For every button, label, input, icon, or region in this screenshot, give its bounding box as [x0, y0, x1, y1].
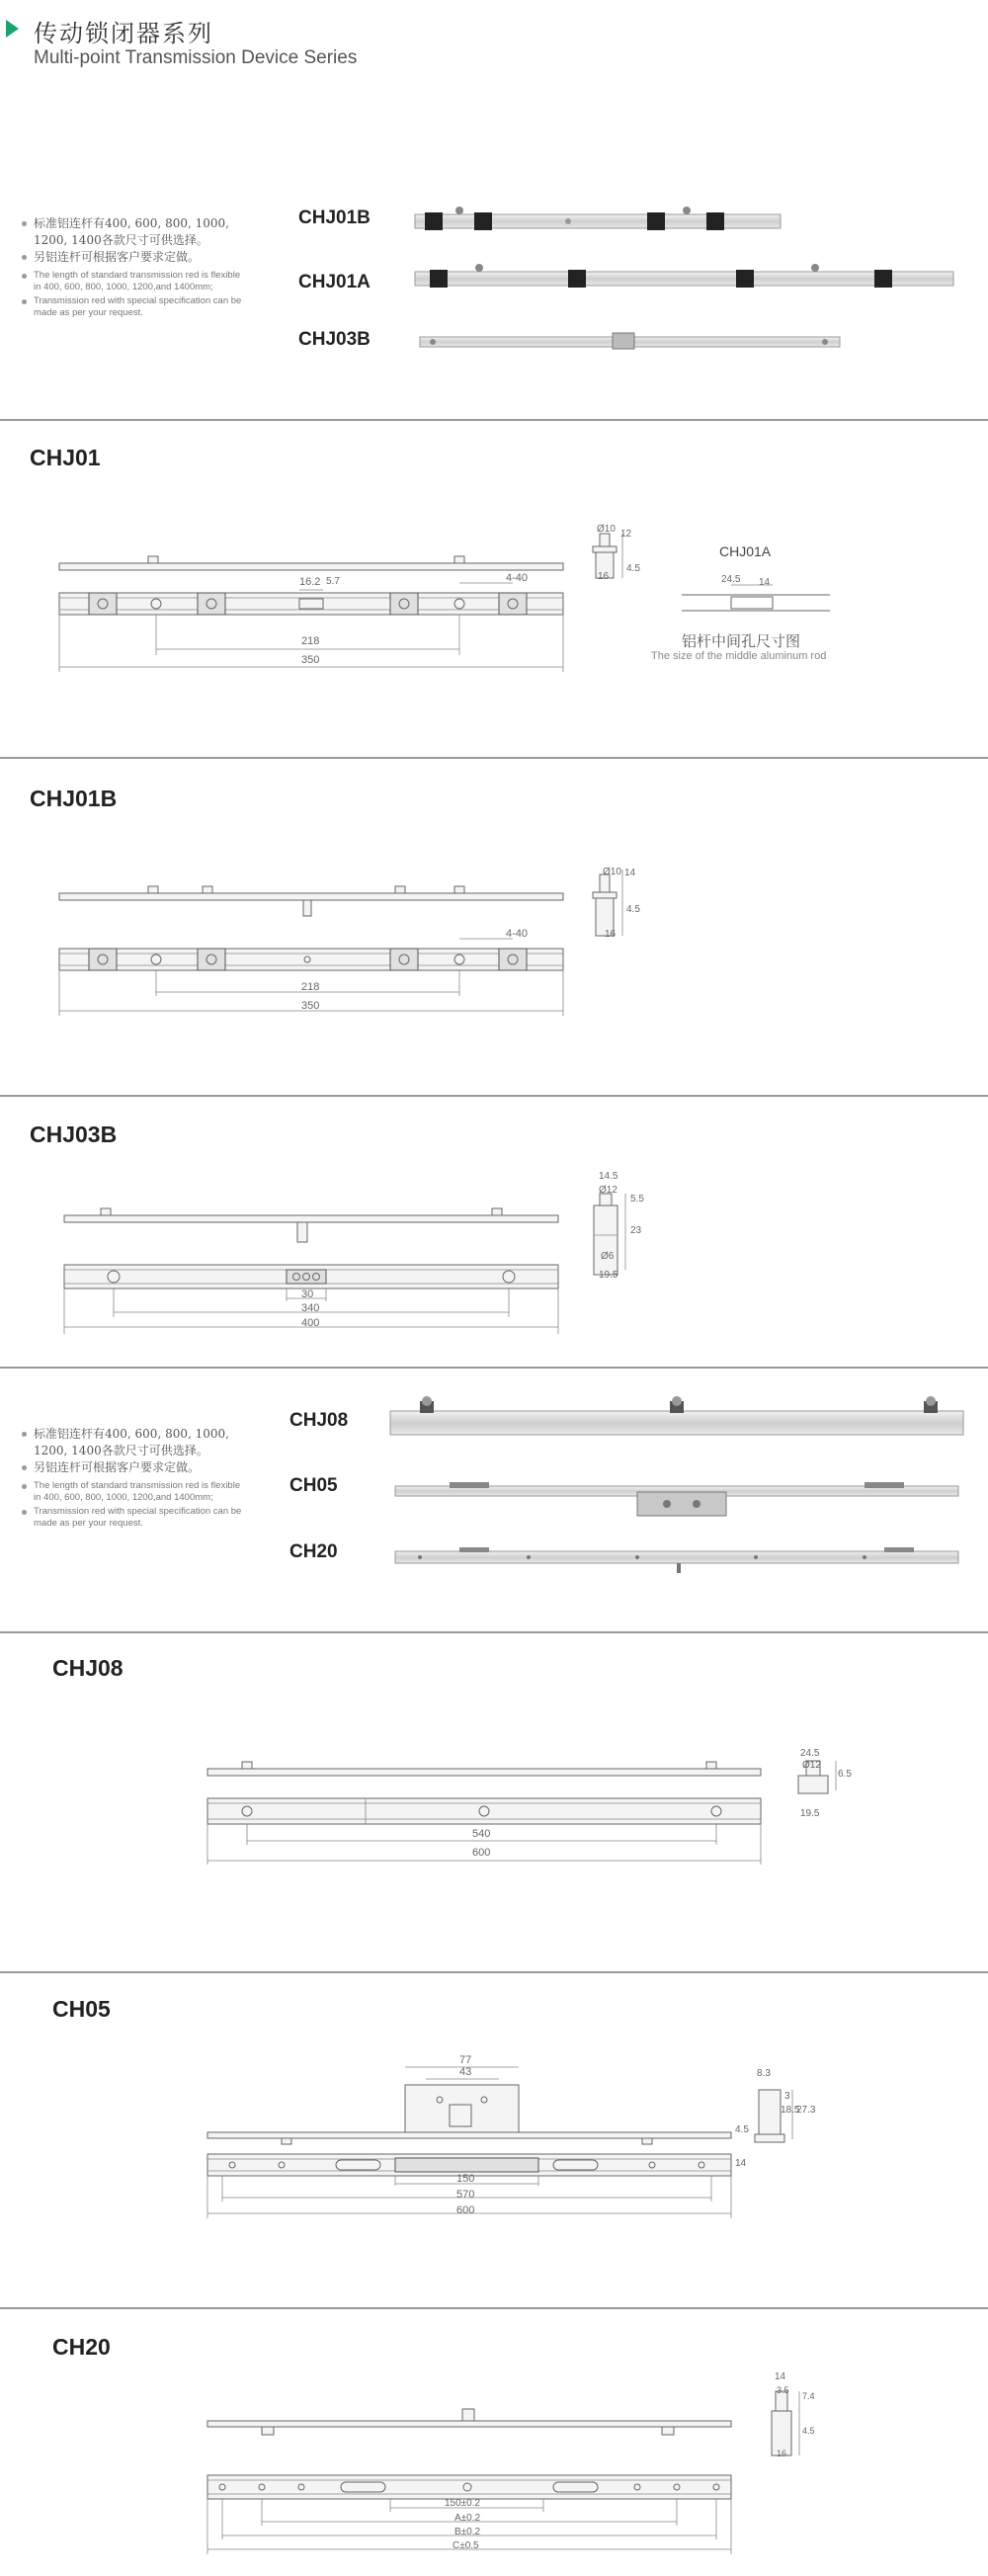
note-en-1: The length of standard transmission red is flexible in 400, 600, 800, 1000, 1200,and 1400mm; [22, 1480, 249, 1504]
dim-label: 350 [301, 654, 320, 666]
divider [0, 1631, 988, 1633]
product-photo-chj08 [385, 1393, 968, 1443]
dim-label: Ø6 [601, 1251, 615, 1262]
overview-notes-1 [22, 215, 249, 319]
product-photo-chj03b [415, 329, 845, 357]
aside-title-chj01a: CHJ01A [719, 543, 772, 559]
dim-label: 30 [301, 1288, 314, 1300]
dim-label: 43 [459, 2066, 472, 2078]
divider [0, 757, 988, 759]
dim-label: Ø10 [597, 524, 616, 535]
note-en-2: Transmission red with special specification can be made as per your request. [22, 295, 249, 319]
dim-label: 5.5 [630, 1194, 644, 1205]
bullet-icon [22, 1510, 27, 1515]
dim-label: 24.5 [800, 1748, 820, 1759]
dim-label: 14.5 [599, 1171, 618, 1182]
section-title-ch05: CH05 [52, 1996, 111, 2022]
note-cn-1: 标准铝连杆有400, 600, 800, 1000, 1200, 1400各款尺寸可供选择。 [22, 1426, 249, 1459]
dim-label: 4-40 [506, 572, 529, 584]
page-title-cn: 传动锁闭器系列 [34, 21, 213, 47]
dim-label: 14 [624, 868, 636, 878]
bullet-icon [22, 221, 27, 226]
dim-label: 350 [301, 1000, 320, 1012]
divider [0, 1367, 988, 1369]
model-label-chj01b: CHJ01B [298, 208, 370, 228]
dim-label: 27.3 [796, 2105, 816, 2116]
section-title-chj01: CHJ01 [30, 445, 101, 470]
dim-label: 77 [459, 2054, 472, 2066]
bullet-icon [22, 1432, 27, 1437]
dim-label: 16.2 [299, 576, 321, 588]
dim-label: 4-40 [506, 928, 529, 940]
note-cn-2: 另铝连杆可根据客户要求定做。 [22, 1459, 249, 1476]
dim-label: Ø10 [603, 867, 621, 877]
dim-label: 600 [472, 1847, 491, 1859]
aside-caption-en: The size of the middle aluminum rod [651, 650, 827, 662]
dim-label: 16 [605, 929, 617, 940]
note-cn-1: 标准铝连杆有400, 600, 800, 1000, 1200, 1400各款尺寸可供选择。 [22, 215, 249, 249]
divider [0, 419, 988, 421]
note-cn-2: 另铝连杆可根据客户要求定做。 [22, 249, 249, 266]
dim-label: 600 [456, 2204, 475, 2216]
dim-label: Ø12 [599, 1185, 618, 1196]
section-title-chj08: CHJ08 [52, 1655, 124, 1681]
section-title-chj01b: CHJ01B [30, 786, 118, 811]
model-label-ch20: CH20 [289, 1541, 338, 1562]
bullet-icon [22, 255, 27, 260]
dim-label: 3 [784, 2091, 790, 2102]
profile-drawing-ch20 [767, 2376, 816, 2465]
bullet-icon [22, 299, 27, 304]
dim-label: 4.5 [626, 904, 640, 915]
model-label-chj03b: CHJ03B [298, 329, 370, 350]
dim-label: 3.5 [777, 2385, 789, 2395]
dim-label: 400 [301, 1317, 320, 1329]
dim-label: 5.7 [326, 576, 340, 587]
dim-label: 540 [472, 1828, 491, 1840]
note-en-1: The length of standard transmission red is flexible in 400, 600, 800, 1000, 1200,and 1400mm; [22, 270, 249, 293]
dim-label: 16 [777, 2449, 787, 2458]
dim-label: 340 [301, 1302, 320, 1314]
divider [0, 1971, 988, 1973]
dim-label: 23 [630, 1225, 642, 1236]
product-photo-chj01b [410, 203, 785, 242]
dim-label: 18.5 [781, 2105, 800, 2116]
dim-label: 8.3 [757, 2068, 771, 2079]
page-title-en: Multi-point Transmission Device Series [34, 47, 358, 68]
dim-label: A±0.2 [454, 2513, 481, 2524]
model-label-chj01a: CHJ01A [298, 272, 370, 292]
dim-label: B±0.2 [454, 2527, 481, 2537]
dim-label: 218 [301, 981, 320, 993]
play-triangle-icon [6, 20, 19, 38]
drawing-ch05 [203, 2055, 746, 2228]
dim-label: 218 [301, 635, 320, 647]
section-title-chj03b: CHJ03B [30, 1122, 118, 1147]
model-label-ch05: CH05 [289, 1475, 338, 1496]
dim-label: C±0.5 [453, 2540, 479, 2551]
dim-label: 14 [759, 577, 771, 588]
section-title-ch20: CH20 [52, 2334, 111, 2360]
dim-label: 150 [456, 2173, 475, 2185]
bullet-icon [22, 1465, 27, 1470]
dim-label: 4.5 [802, 2426, 815, 2436]
bullet-icon [22, 274, 27, 279]
model-label-chj08: CHJ08 [289, 1410, 349, 1431]
aside-caption-cn: 铝杆中间孔尺寸图 [682, 633, 801, 650]
dim-label: 4.5 [735, 2124, 749, 2135]
product-photo-chj01a [410, 262, 958, 297]
overview-notes-2 [22, 1426, 249, 1530]
dim-label: 16 [598, 571, 610, 582]
drawing-chj01 [54, 519, 568, 677]
dim-label: Ø12 [802, 1760, 821, 1771]
dim-label: 12 [620, 529, 632, 540]
dim-label: 6.5 [838, 1769, 852, 1780]
dim-label: 570 [456, 2189, 475, 2201]
note-en-2: Transmission red with special specification can be made as per your request. [22, 1506, 249, 1530]
product-photo-ch05 [390, 1472, 963, 1522]
divider [0, 2307, 988, 2309]
divider [0, 1095, 988, 1097]
dim-label: 19.5 [599, 1270, 618, 1281]
bullet-icon [22, 1484, 27, 1489]
dim-label: 24.5 [721, 574, 741, 585]
product-photo-ch20 [390, 1541, 963, 1581]
dim-label: 7.4 [802, 2391, 815, 2401]
dim-label: 14 [735, 2158, 747, 2169]
dim-label: 14 [775, 2371, 786, 2382]
dim-label: 19.5 [800, 1808, 820, 1819]
dim-label: 150±0.2 [445, 2498, 481, 2509]
dim-label: 4.5 [626, 563, 640, 574]
middle-hole-drawing [682, 575, 830, 624]
